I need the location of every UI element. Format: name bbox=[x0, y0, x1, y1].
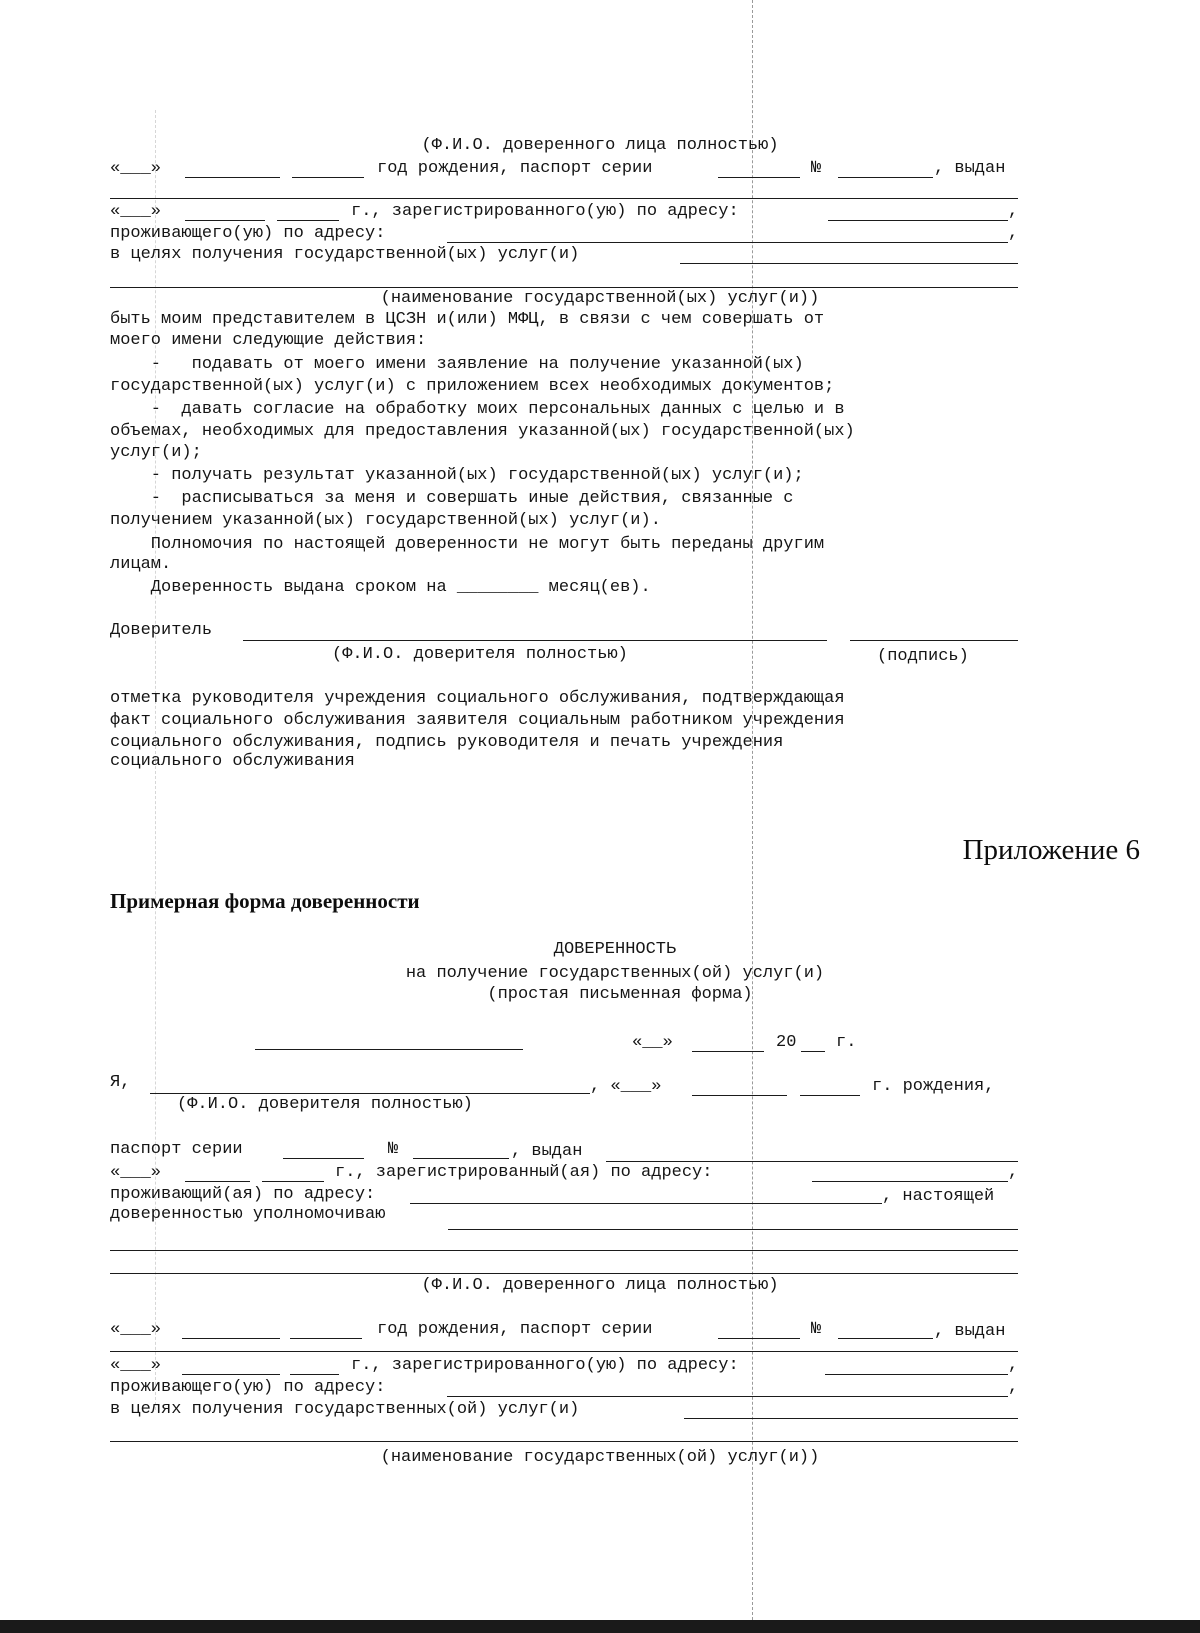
scan-bottom-border bbox=[0, 1620, 1200, 1633]
passport-number-line[interactable] bbox=[838, 177, 933, 178]
attorney-residing-address-line[interactable] bbox=[447, 1396, 1008, 1397]
attorney-name-caption: (Ф.И.О. доверенного лица полностью) bbox=[421, 136, 779, 155]
residing-address-line[interactable] bbox=[410, 1203, 882, 1204]
body-line: услуг(и); bbox=[110, 443, 202, 462]
body-line: - подавать от моего имени заявление на получение указанной(ых) bbox=[110, 355, 804, 374]
registered-address-line[interactable] bbox=[812, 1181, 1008, 1182]
purpose-line[interactable] bbox=[680, 263, 1018, 264]
body-line: быть моим представителем в ЦСЗН и(или) МФЦ, в связи с чем совершать от bbox=[110, 310, 825, 329]
registered-address-label: г., зарегистрированного(ую) по адресу: bbox=[351, 202, 739, 221]
scan-fold-line bbox=[752, 0, 753, 1620]
note-line: отметка руководителя учреждения социального обслуживания, подтверждающая bbox=[110, 689, 845, 708]
service-name-caption: (наименование государственной(ых) услуг(и)) bbox=[380, 289, 820, 308]
body-line: - получать результат указанной(ых) государственной(ых) услуг(и); bbox=[110, 466, 804, 485]
attorney-passport-issued-label: , выдан bbox=[934, 1322, 1006, 1341]
attorney-passport-number-sign: № bbox=[811, 1320, 822, 1339]
residing-address-label: проживающего(ую) по адресу: bbox=[110, 224, 386, 243]
doc-form-type: (простая письменная форма) bbox=[487, 985, 753, 1004]
note-line: социального обслуживания bbox=[110, 752, 355, 771]
registered-address-label: г., зарегистрированный(ая) по адресу: bbox=[335, 1163, 713, 1182]
attorney-birth-month-line[interactable] bbox=[182, 1338, 280, 1339]
body-line: - давать согласие на обработку моих персональных данных с целью и в bbox=[110, 400, 845, 419]
authorize-label: доверенностью уполномочиваю bbox=[110, 1205, 386, 1224]
attorney-birth-year-line[interactable] bbox=[290, 1338, 362, 1339]
issue-date-year-line[interactable] bbox=[277, 220, 339, 221]
attorney-birth-quote: «___» bbox=[110, 1320, 162, 1339]
attorney-name-caption: (Ф.И.О. доверенного лица полностью) bbox=[421, 1276, 779, 1295]
authorized-person-line-3[interactable] bbox=[110, 1273, 1018, 1274]
issue-date-quote: «___» bbox=[110, 202, 162, 221]
date-month-line[interactable] bbox=[692, 1051, 764, 1052]
principal-label: Доверитель bbox=[110, 621, 213, 640]
purpose-line[interactable] bbox=[684, 1418, 1018, 1419]
i-label: Я, bbox=[110, 1073, 131, 1092]
passport-series-line[interactable] bbox=[718, 177, 800, 178]
date-day-quote: «__» bbox=[632, 1033, 673, 1052]
authorized-person-line-2[interactable] bbox=[110, 1250, 1018, 1251]
passport-label: паспорт серии bbox=[110, 1140, 243, 1159]
date-year-line[interactable] bbox=[801, 1051, 825, 1052]
attorney-issue-date-month-line[interactable] bbox=[182, 1374, 280, 1375]
comma: , bbox=[1008, 1356, 1019, 1375]
principal-birth-quote: , «___» bbox=[590, 1077, 662, 1096]
note-line: социального обслуживания, подпись руководителя и печать учреждения bbox=[110, 733, 784, 752]
principal-name-line[interactable] bbox=[150, 1093, 590, 1094]
attorney-issue-date-year-line[interactable] bbox=[290, 1374, 339, 1375]
principal-name-caption: (Ф.И.О. доверителя полностью) bbox=[332, 645, 628, 664]
principal-name-line[interactable] bbox=[243, 640, 827, 641]
doc-title: ДОВЕРЕННОСТЬ bbox=[553, 940, 677, 959]
purpose-label: в целях получения государственной(ых) услуг(и) bbox=[110, 245, 580, 264]
date-g: г. bbox=[836, 1033, 857, 1052]
attorney-issue-date-quote: «___» bbox=[110, 1356, 162, 1375]
comma: , bbox=[1008, 224, 1019, 243]
note-line: факт социального обслуживания заявителя социальным работником учреждения bbox=[110, 711, 845, 730]
reg-date-month-line[interactable] bbox=[185, 1181, 250, 1182]
attorney-issued-by-line[interactable] bbox=[110, 1351, 1018, 1352]
service-name-line[interactable] bbox=[110, 287, 1018, 288]
appendix-title: Приложение 6 bbox=[962, 834, 1140, 866]
validity-line: Доверенность выдана сроком на ________ месяц(ев). bbox=[110, 578, 651, 597]
purpose-label: в целях получения государственных(ой) услуг(и) bbox=[110, 1400, 580, 1419]
body-line: объемах, необходимых для предоставления указанной(ых) государственной(ых) bbox=[110, 422, 855, 441]
body-line: государственной(ых) услуг(и) с приложением всех необходимых документов; bbox=[110, 377, 835, 396]
date-year-prefix: 20 bbox=[776, 1033, 797, 1052]
issued-by-line[interactable] bbox=[110, 198, 1018, 199]
birth-date-year-line[interactable] bbox=[292, 177, 364, 178]
residing-address-line[interactable] bbox=[447, 242, 1008, 243]
passport-number-sign: № bbox=[388, 1140, 399, 1159]
passport-series-line[interactable] bbox=[283, 1158, 364, 1159]
birth-passport-text: год рождения, паспорт серии bbox=[377, 159, 653, 178]
doc-subtitle: на получение государственных(ой) услуг(и) bbox=[405, 964, 825, 983]
birth-date-month-line[interactable] bbox=[185, 177, 280, 178]
comma: , bbox=[1008, 1378, 1019, 1397]
signature-line[interactable] bbox=[850, 640, 1018, 641]
passport-issued-label: , выдан bbox=[511, 1142, 583, 1161]
attorney-registered-address-label: г., зарегистрированного(ую) по адресу: bbox=[351, 1356, 739, 1375]
registered-address-line[interactable] bbox=[828, 220, 1008, 221]
body-line: - расписываться за меня и совершать иные действия, связанные с bbox=[110, 489, 794, 508]
residing-address-label: проживающий(ая) по адресу: bbox=[110, 1185, 376, 1204]
place-line[interactable] bbox=[255, 1049, 523, 1050]
passport-issued-label: , выдан bbox=[934, 159, 1006, 178]
authorized-person-line[interactable] bbox=[448, 1229, 1018, 1230]
body-line: получением указанной(ых) государственной(ых) услуг(и). bbox=[110, 511, 661, 530]
issue-date-month-line[interactable] bbox=[185, 220, 265, 221]
appendix-subtitle: Примерная форма доверенности bbox=[110, 889, 420, 913]
service-name-line[interactable] bbox=[110, 1441, 1018, 1442]
attorney-birth-passport-text: год рождения, паспорт серии bbox=[377, 1320, 653, 1339]
body-line: лицам. bbox=[110, 555, 172, 574]
comma: , bbox=[1008, 1163, 1019, 1182]
attorney-passport-number-line[interactable] bbox=[838, 1338, 933, 1339]
passport-number-line[interactable] bbox=[413, 1158, 509, 1159]
service-name-caption: (наименование государственных(ой) услуг(и)) bbox=[380, 1448, 820, 1467]
birth-label: г. рождения, bbox=[872, 1077, 995, 1096]
reg-date-quote: «___» bbox=[110, 1163, 162, 1182]
principal-name-caption: (Ф.И.О. доверителя полностью) bbox=[177, 1095, 473, 1114]
principal-birth-year-line[interactable] bbox=[800, 1095, 860, 1096]
birth-date-quote: «___» bbox=[110, 159, 162, 178]
signature-caption: (подпись) bbox=[877, 647, 969, 666]
present-label: , настоящей bbox=[882, 1187, 995, 1206]
principal-birth-month-line[interactable] bbox=[692, 1095, 787, 1096]
issued-by-line[interactable] bbox=[606, 1161, 1018, 1162]
attorney-residing-address-label: проживающего(ую) по адресу: bbox=[110, 1378, 386, 1397]
comma: , bbox=[1008, 202, 1019, 221]
reg-date-year-line[interactable] bbox=[262, 1181, 324, 1182]
body-line: Полномочия по настоящей доверенности не могут быть переданы другим bbox=[110, 535, 825, 554]
passport-number-sign: № bbox=[811, 159, 822, 178]
attorney-registered-address-line[interactable] bbox=[825, 1374, 1008, 1375]
attorney-passport-series-line[interactable] bbox=[718, 1338, 800, 1339]
body-line: моего имени следующие действия: bbox=[110, 331, 427, 350]
